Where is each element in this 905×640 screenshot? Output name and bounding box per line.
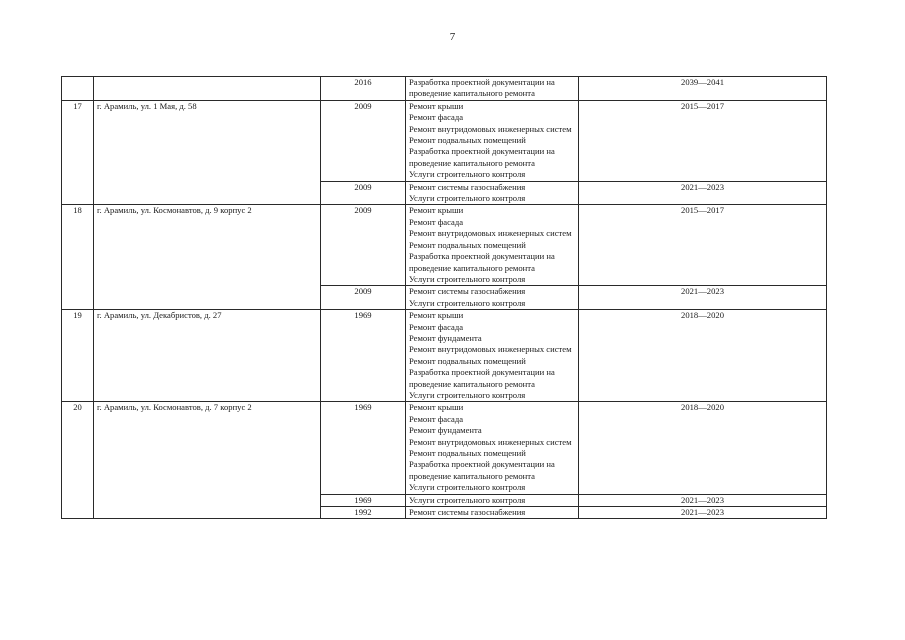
- work-item: Разработка проектной документации на: [409, 77, 555, 87]
- works-cell: [406, 402, 579, 494]
- year-cell: 2009: [321, 205, 406, 286]
- table-row: [62, 77, 827, 101]
- work-item: Ремонт фасада: [409, 216, 464, 227]
- work-item: Ремонт внутридомовых инженерных систем: [409, 123, 572, 134]
- work-item: Услуги строительного контроля: [409, 389, 526, 400]
- works-cell: [406, 310, 579, 402]
- work-item: Ремонт внутридомовых инженерных систем: [409, 436, 572, 447]
- work-item: Ремонт фасада: [409, 112, 464, 123]
- work-item: Ремонт крыши: [409, 100, 464, 111]
- work-item: Услуги строительного контроля: [409, 193, 526, 204]
- year-cell: 2016: [321, 77, 406, 101]
- row-number-cell: 20: [62, 402, 94, 519]
- year-cell: 1992: [321, 507, 406, 519]
- work-item: Ремонт системы газоснабжения: [409, 181, 526, 192]
- year-cell: 2009: [321, 181, 406, 205]
- year-cell: 1969: [321, 310, 406, 402]
- work-item: Ремонт системы газоснабжения: [409, 507, 526, 518]
- page-number: 7: [449, 31, 456, 43]
- repair-program-table: [61, 76, 827, 519]
- works-cell: [406, 181, 579, 205]
- work-item: проведение капитального ремонта: [409, 157, 535, 168]
- work-item: Услуги строительного контроля: [409, 482, 526, 493]
- table-row: [62, 205, 827, 286]
- work-item: Ремонт крыши: [409, 205, 464, 216]
- work-item: Ремонт фасада: [409, 321, 464, 332]
- work-item: Услуги строительного контроля: [409, 169, 526, 180]
- work-item: Ремонт внутридомовых инженерных систем: [409, 228, 572, 239]
- period-cell: 2015—2017: [579, 205, 827, 286]
- work-item: проведение капитального ремонта: [409, 88, 535, 99]
- work-item: Ремонт крыши: [409, 310, 464, 321]
- period-cell: 2021—2023: [579, 494, 827, 506]
- address-cell: г. Арамиль, ул. Декабристов, д. 27: [94, 310, 321, 402]
- row-number-cell: 17: [62, 100, 94, 205]
- year-cell: 2009: [321, 100, 406, 181]
- period-cell: 2015—2017: [579, 100, 827, 181]
- work-item: Ремонт подвальных помещений: [409, 135, 526, 146]
- address-cell: г. Арамиль, ул. Космонавтов, д. 7 корпус 2: [94, 402, 321, 519]
- work-item: проведение капитального ремонта: [409, 470, 535, 481]
- row-number-cell: 19: [62, 310, 94, 402]
- work-item: Услуги строительного контроля: [409, 297, 526, 308]
- address-cell: г. Арамиль, ул. Космонавтов, д. 9 корпус 2: [94, 205, 321, 310]
- works-cell: [406, 507, 579, 519]
- work-item: Ремонт фундамента: [409, 332, 482, 343]
- work-item: Ремонт системы газоснабжения: [409, 286, 526, 297]
- work-item: Разработка проектной документации на: [409, 146, 555, 157]
- address-cell: г. Арамиль, ул. 1 Мая, д. 58: [94, 100, 321, 205]
- row-number-cell: 18: [62, 205, 94, 310]
- work-item: Ремонт подвальных помещений: [409, 239, 526, 250]
- period-cell: 2018—2020: [579, 402, 827, 494]
- work-item: Ремонт крыши: [409, 402, 464, 413]
- year-cell: 2009: [321, 286, 406, 310]
- work-item: Разработка проектной документации на: [409, 251, 555, 262]
- work-item: Разработка проектной документации на: [409, 367, 555, 378]
- work-item: Разработка проектной документации на: [409, 459, 555, 470]
- period-cell: 2021—2023: [579, 507, 827, 519]
- repair-program-table-body: [62, 77, 827, 519]
- works-cell: [406, 205, 579, 286]
- period-cell: 2021—2023: [579, 181, 827, 205]
- work-item: Ремонт подвальных помещений: [409, 448, 526, 458]
- period-cell: 2018—2020: [579, 310, 827, 402]
- works-cell: [406, 494, 579, 506]
- works-cell: [406, 286, 579, 310]
- period-cell: 2039—2041: [579, 77, 827, 101]
- work-item: проведение капитального ремонта: [409, 378, 535, 389]
- work-item: Ремонт фасада: [409, 413, 464, 424]
- table-row: [62, 310, 827, 402]
- row-number-cell: [62, 77, 94, 101]
- works-cell: [406, 77, 579, 101]
- works-cell: [406, 100, 579, 181]
- year-cell: 1969: [321, 494, 406, 506]
- address-cell: [94, 77, 321, 101]
- work-item: Услуги строительного контроля: [409, 494, 526, 505]
- work-item: Ремонт фундамента: [409, 425, 482, 436]
- work-item: проведение капитального ремонта: [409, 262, 535, 273]
- work-item: Ремонт подвальных помещений: [409, 355, 526, 366]
- table-row: [62, 402, 827, 494]
- table-row: [62, 100, 827, 181]
- year-cell: 1969: [321, 402, 406, 494]
- period-cell: 2021—2023: [579, 286, 827, 310]
- work-item: Ремонт внутридомовых инженерных систем: [409, 344, 572, 355]
- work-item: Услуги строительного контроля: [409, 273, 526, 284]
